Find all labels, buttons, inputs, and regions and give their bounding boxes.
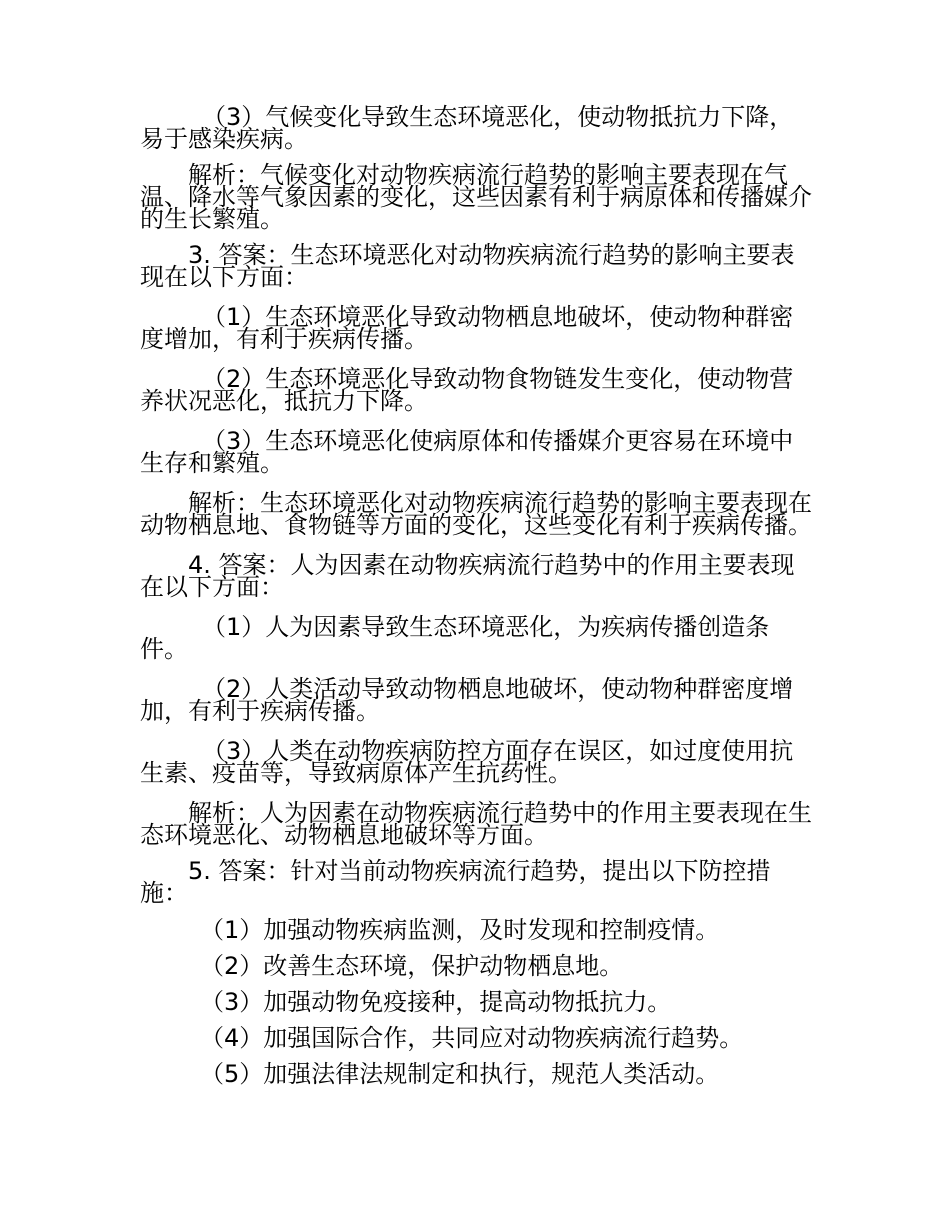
paragraph-q3-item-1: （1）生态环境恶化导致动物栖息地破坏，使动物种群密度增加，有利于疾病传播。 [140, 303, 794, 353]
list-item: （2）改善生态环境，保护动物栖息地。 [200, 952, 624, 980]
list-item: （4）加强国际合作，共同应对动物疾病流行趋势。 [200, 1024, 744, 1052]
list-item: （1）加强动物疾病监测，及时发现和控制疫情。 [200, 916, 720, 944]
paragraph-q5-answer: 5. 答案：针对当前动物疾病流行趋势，提出以下防控措施： [140, 857, 771, 907]
paragraph-q3-answer: 3. 答案：生态环境恶化对动物疾病流行趋势的影响主要表现在以下方面： [140, 241, 795, 291]
paragraph-q4-analysis: 解析：人为因素在动物疾病流行趋势中的作用主要表现在生态环境恶化、动物栖息地破坏等方面。 [140, 799, 812, 849]
list-item: （3）加强动物免疫接种，提高动物抵抗力。 [200, 988, 672, 1016]
paragraph-q3-item-3: （3）生态环境恶化使病原体和传播媒介更容易在环境中生存和繁殖。 [140, 427, 794, 477]
paragraph-q4-answer: 4. 答案：人为因素在动物疾病流行趋势中的作用主要表现在以下方面： [140, 551, 795, 601]
paragraph-q4-item-2: （2）人类活动导致动物栖息地破坏，使动物种群密度增加，有利于疾病传播。 [140, 675, 794, 725]
list-item: （5）加强法律法规制定和执行，规范人类活动。 [200, 1060, 720, 1088]
paragraph-q4-item-3: （3）人类在动物疾病防控方面存在误区，如过度使用抗生素、疫苗等，导致病原体产生抗药性。 [140, 737, 794, 787]
document-body [140, 103, 812, 1088]
measures-list [140, 918, 812, 1086]
paragraph-q3-analysis: 解析：生态环境恶化对动物疾病流行趋势的影响主要表现在动物栖息地、食物链等方面的变化，这些变化有利于疾病传播。 [140, 489, 812, 539]
paragraph-q4-item-1: （1）人为因素导致生态环境恶化，为疾病传播创造条件。 [140, 613, 770, 663]
paragraph-q2-item-3: （3）气候变化导致生态环境恶化，使动物抵抗力下降，易于感染疾病。 [140, 103, 794, 153]
paragraph-q3-item-2: （2）生态环境恶化导致动物食物链发生变化，使动物营养状况恶化，抵抗力下降。 [140, 365, 794, 415]
paragraph-q2-analysis: 解析：气候变化对动物疾病流行趋势的影响主要表现在气温、降水等气象因素的变化，这些因素有利于病原体和传播媒介的生长繁殖。 [140, 161, 812, 233]
